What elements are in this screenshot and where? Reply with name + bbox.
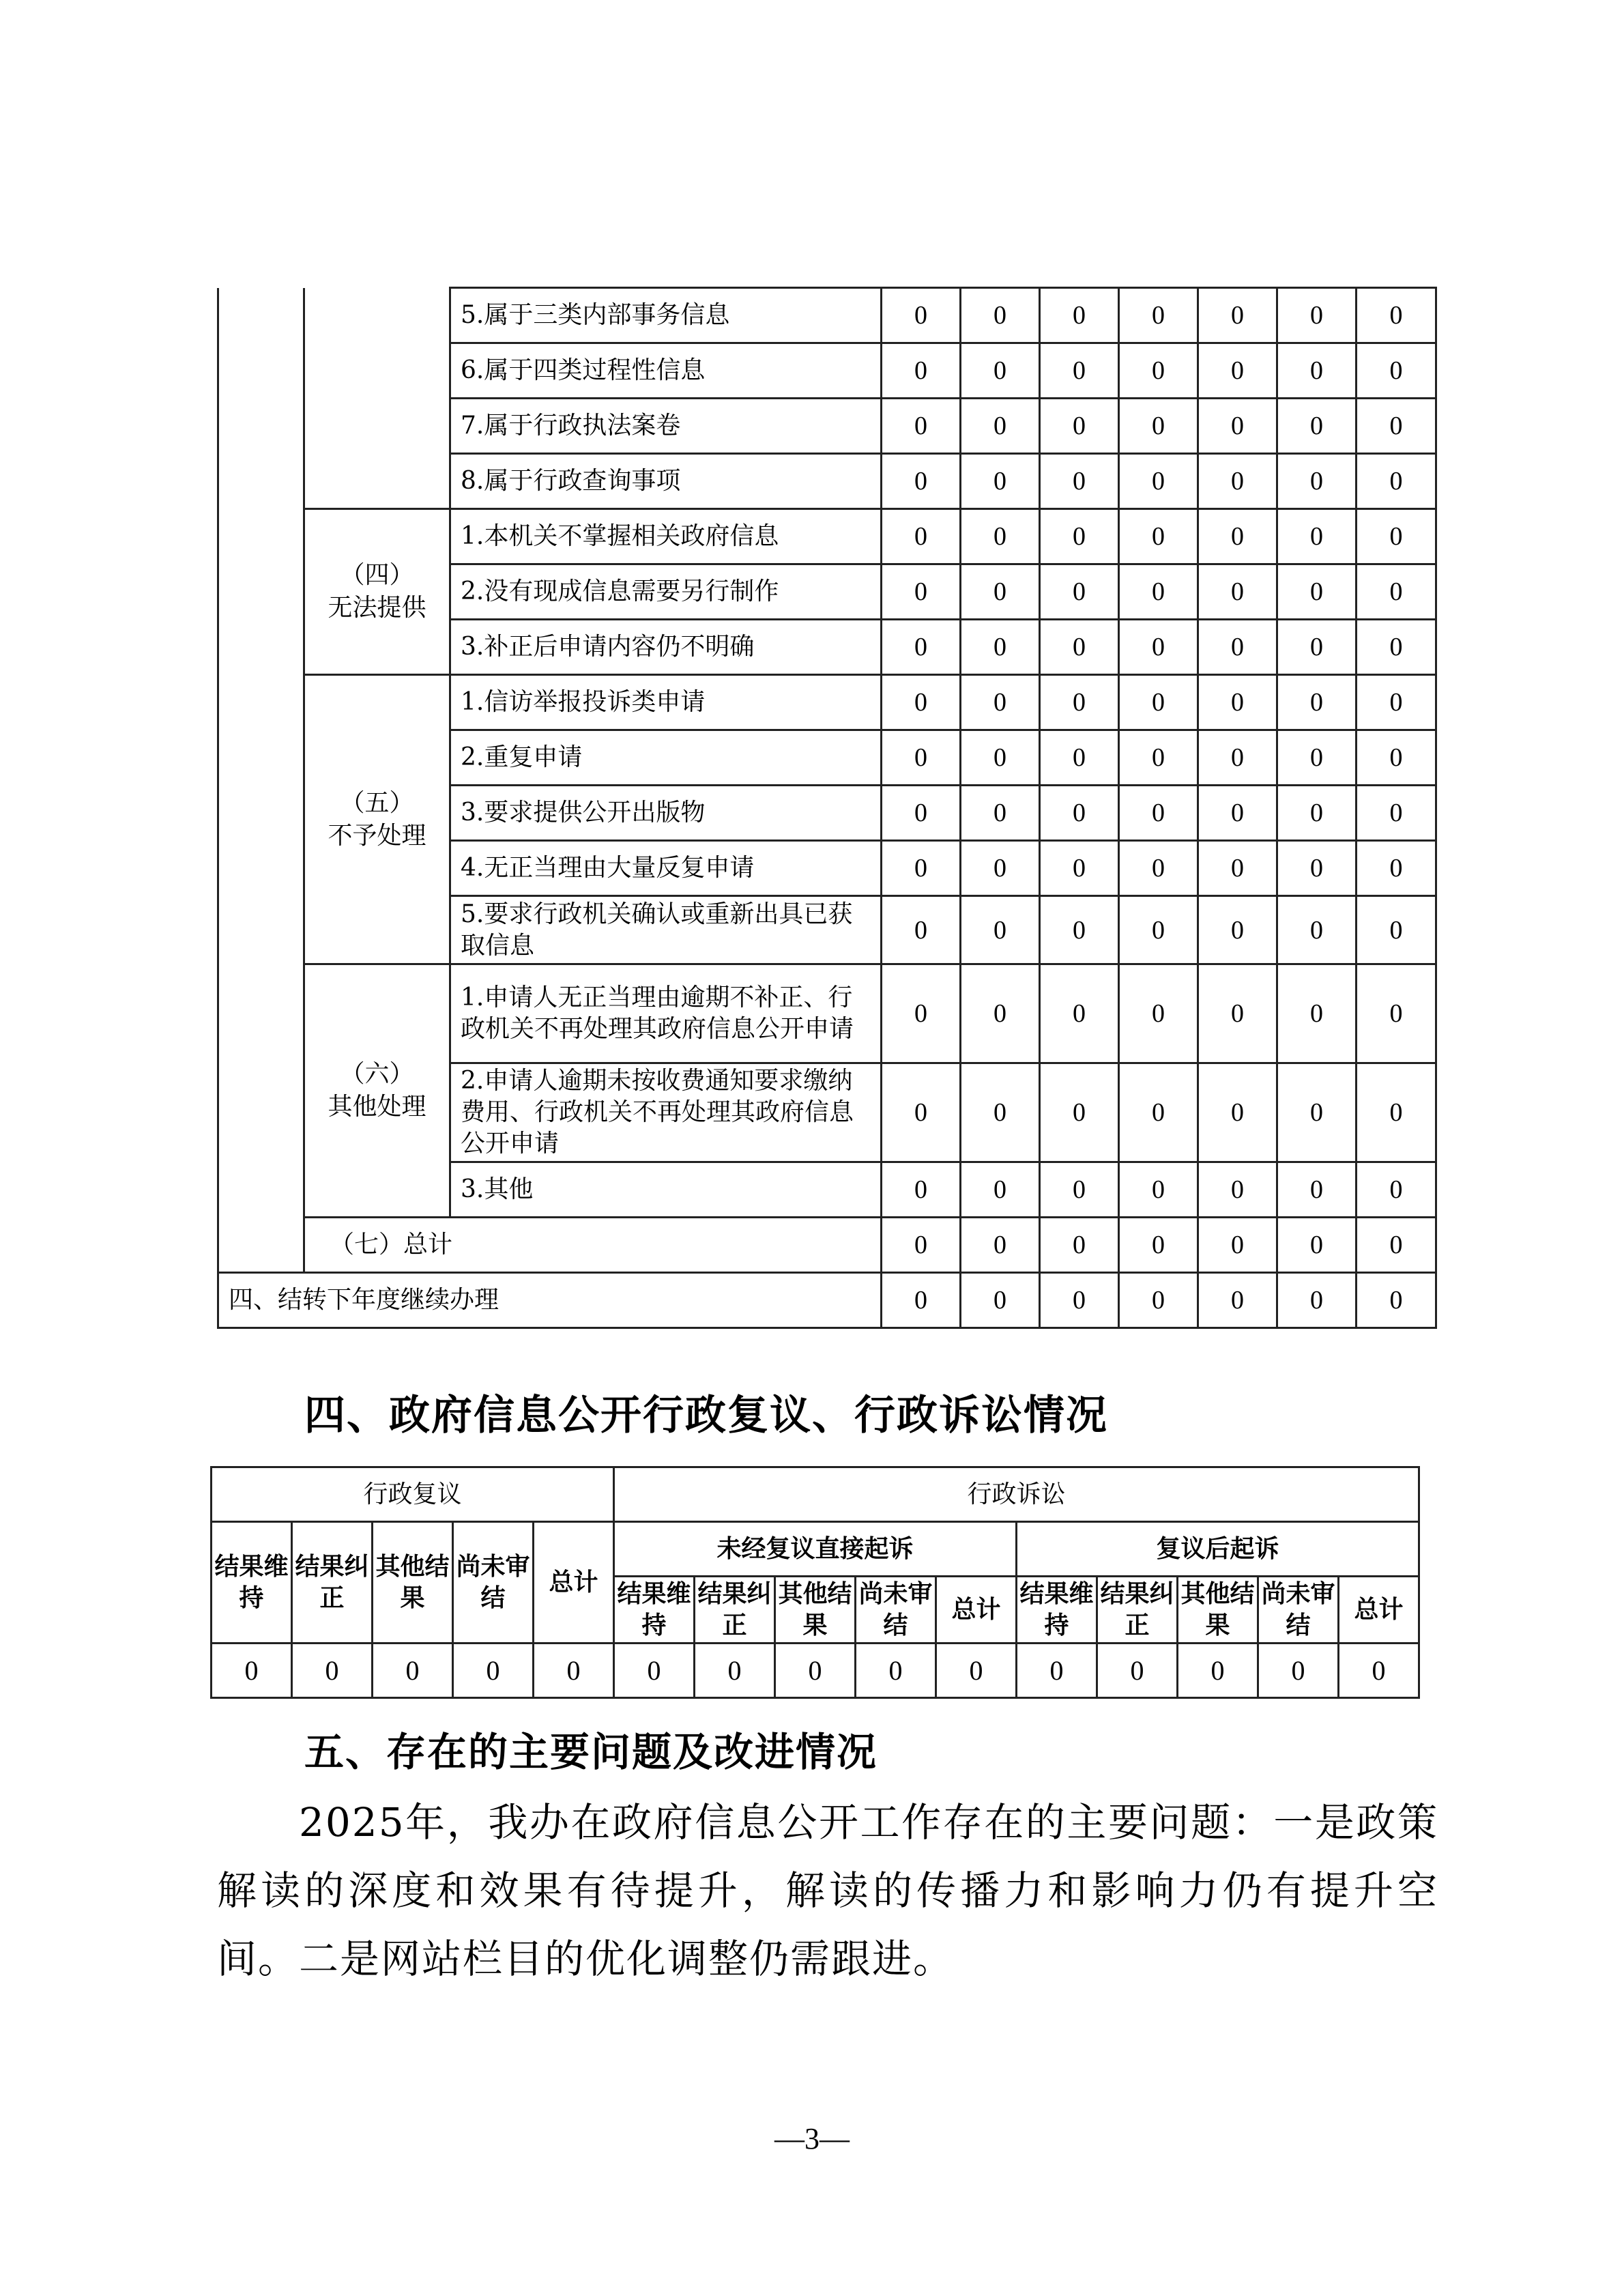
count-cell: 0	[1119, 454, 1198, 509]
direct-sub-header: 其他结果	[775, 1577, 856, 1644]
count-cell: 0	[1198, 730, 1277, 786]
count-cell: 0	[1277, 564, 1357, 620]
count-cell: 0	[961, 964, 1040, 1063]
review-sub-header: 结果维持	[212, 1522, 292, 1644]
after-review-sub-header: 结果纠正	[1097, 1577, 1178, 1644]
group-6-cell	[304, 964, 450, 1218]
count-cell: 0	[882, 564, 961, 620]
count-cell: 0	[882, 288, 961, 343]
count-cell: 0	[1357, 730, 1436, 786]
after-review-sub-header: 总计	[1339, 1577, 1419, 1644]
count-cell: 0	[1040, 454, 1119, 509]
direct-value: 0	[775, 1644, 856, 1698]
count-cell: 0	[1119, 399, 1198, 454]
review-value: 0	[373, 1644, 453, 1698]
count-cell: 0	[1040, 509, 1119, 564]
count-cell: 0	[882, 786, 961, 841]
direct-sub-header: 总计	[936, 1577, 1017, 1644]
review-value: 0	[453, 1644, 534, 1698]
count-cell: 0	[882, 343, 961, 399]
group-title: 无法提供	[328, 594, 426, 622]
section-4-heading: 四、政府信息公开行政复议、行政诉讼情况	[304, 1392, 1108, 1439]
count-cell: 0	[1357, 1162, 1436, 1218]
count-cell: 0	[961, 343, 1040, 399]
count-cell: 0	[1119, 343, 1198, 399]
count-cell: 0	[1277, 1063, 1357, 1162]
count-cell: 0	[961, 1218, 1040, 1273]
count-cell: 0	[1119, 1218, 1198, 1273]
count-cell: 0	[882, 1273, 961, 1328]
count-cell: 0	[882, 675, 961, 730]
after-review-value: 0	[1017, 1644, 1097, 1698]
outer-category-cell	[218, 288, 304, 1273]
count-cell: 0	[1277, 896, 1357, 964]
count-cell: 0	[961, 675, 1040, 730]
table-row	[218, 509, 1436, 564]
after-review-value: 0	[1339, 1644, 1419, 1698]
count-cell: 0	[1198, 1063, 1277, 1162]
count-cell: 0	[1119, 730, 1198, 786]
count-cell: 0	[1119, 1063, 1198, 1162]
row-label: 2.重复申请	[450, 730, 882, 786]
count-cell: 0	[1040, 730, 1119, 786]
group-5-cell	[304, 675, 450, 964]
group-4-cell	[304, 509, 450, 675]
count-cell: 0	[1040, 896, 1119, 964]
row-label: 3.其他	[450, 1162, 882, 1218]
count-cell: 0	[1277, 1273, 1357, 1328]
count-cell: 0	[1198, 399, 1277, 454]
count-cell: 0	[1277, 620, 1357, 675]
count-cell: 0	[1040, 841, 1119, 896]
count-cell: 0	[961, 509, 1040, 564]
count-cell: 0	[1357, 454, 1436, 509]
count-cell: 0	[1357, 399, 1436, 454]
direct-sub-header: 结果维持	[614, 1577, 695, 1644]
group-number: （五）	[340, 788, 414, 817]
count-cell: 0	[1040, 399, 1119, 454]
group-title: 其他处理	[328, 1093, 426, 1121]
table-row	[218, 288, 1436, 343]
count-cell: 0	[1198, 1273, 1277, 1328]
count-cell: 0	[1040, 1218, 1119, 1273]
count-cell: 0	[961, 288, 1040, 343]
count-cell: 0	[1040, 1063, 1119, 1162]
review-value: 0	[212, 1644, 292, 1698]
count-cell: 0	[1040, 620, 1119, 675]
count-cell: 0	[882, 730, 961, 786]
count-cell: 0	[882, 620, 961, 675]
count-cell: 0	[1198, 675, 1277, 730]
total-row	[218, 1218, 1436, 1273]
count-cell: 0	[1040, 564, 1119, 620]
count-cell: 0	[1119, 896, 1198, 964]
count-cell: 0	[1277, 730, 1357, 786]
row-label: 6.属于四类过程性信息	[450, 343, 882, 399]
count-cell: 0	[1277, 1218, 1357, 1273]
row-label: 3.补正后申请内容仍不明确	[450, 620, 882, 675]
count-cell: 0	[1277, 343, 1357, 399]
count-cell: 0	[1119, 964, 1198, 1063]
count-cell: 0	[1198, 343, 1277, 399]
count-cell: 0	[1198, 620, 1277, 675]
count-cell: 0	[1277, 964, 1357, 1063]
row-label: 3.要求提供公开出版物	[450, 786, 882, 841]
header-admin-review: 行政复议	[212, 1467, 614, 1522]
count-cell: 0	[1357, 620, 1436, 675]
count-cell: 0	[1277, 454, 1357, 509]
count-cell: 0	[1198, 841, 1277, 896]
direct-value: 0	[614, 1644, 695, 1698]
count-cell: 0	[1277, 399, 1357, 454]
after-review-value: 0	[1097, 1644, 1178, 1698]
review-sub-header: 其他结果	[373, 1522, 453, 1644]
count-cell: 0	[1119, 564, 1198, 620]
count-cell: 0	[1119, 786, 1198, 841]
table-row	[218, 675, 1436, 730]
count-cell: 0	[961, 564, 1040, 620]
row-label: 1.信访举报投诉类申请	[450, 675, 882, 730]
section-5-paragraph: 2025年，我办在政府信息公开工作存在的主要问题：一是政策解读的深度和效果有待提升，解读的传播力和影响力仍有提升空间。二是网站栏目的优化调整仍需跟进。	[217, 1799, 1438, 1982]
row-label: 7.属于行政执法案卷	[450, 399, 882, 454]
count-cell: 0	[882, 896, 961, 964]
count-cell: 0	[882, 1063, 961, 1162]
count-cell: 0	[1040, 1273, 1119, 1328]
application-handling-table	[217, 287, 1437, 1329]
row-label: 5.属于三类内部事务信息	[450, 288, 882, 343]
after-review-value: 0	[1178, 1644, 1258, 1698]
page-number: —3—	[774, 2122, 850, 2155]
row-label: 8.属于行政查询事项	[450, 454, 882, 509]
count-cell: 0	[1357, 564, 1436, 620]
count-cell: 0	[882, 399, 961, 454]
header-admin-litigation: 行政诉讼	[614, 1467, 1419, 1522]
count-cell: 0	[1277, 509, 1357, 564]
direct-value: 0	[856, 1644, 936, 1698]
count-cell: 0	[1198, 288, 1277, 343]
direct-value: 0	[695, 1644, 775, 1698]
count-cell: 0	[882, 1162, 961, 1218]
direct-sub-header: 结果纠正	[695, 1577, 775, 1644]
group-number: （四）	[340, 561, 414, 589]
count-cell: 0	[961, 1273, 1040, 1328]
after-review-value: 0	[1258, 1644, 1339, 1698]
count-cell: 0	[882, 454, 961, 509]
group-number: （六）	[340, 1060, 414, 1088]
count-cell: 0	[961, 730, 1040, 786]
row-label: 1.申请人无正当理由逾期不补正、行政机关不再处理其政府信息公开申请	[450, 964, 882, 1063]
row-label: 2.没有现成信息需要另行制作	[450, 564, 882, 620]
group-3-cell	[304, 288, 450, 509]
row-label: 4.无正当理由大量反复申请	[450, 841, 882, 896]
review-sub-header: 结果纠正	[292, 1522, 373, 1644]
count-cell: 0	[882, 964, 961, 1063]
after-review-sub-header: 尚未审结	[1258, 1577, 1339, 1644]
count-cell: 0	[1119, 675, 1198, 730]
count-cell: 0	[1357, 841, 1436, 896]
count-cell: 0	[1277, 841, 1357, 896]
count-cell: 0	[1357, 786, 1436, 841]
count-cell: 0	[1277, 1162, 1357, 1218]
count-cell: 0	[882, 1218, 961, 1273]
review-value: 0	[292, 1644, 373, 1698]
count-cell: 0	[1357, 1273, 1436, 1328]
count-cell: 0	[1119, 620, 1198, 675]
count-cell: 0	[1198, 1162, 1277, 1218]
section-5-heading: 五、存在的主要问题及改进情况	[304, 1729, 878, 1775]
review-litigation-table	[210, 1466, 1420, 1699]
row-label: 四、结转下年度继续办理	[218, 1273, 882, 1328]
count-cell: 0	[1277, 288, 1357, 343]
count-cell: 0	[961, 1162, 1040, 1218]
count-cell: 0	[961, 454, 1040, 509]
count-cell: 0	[1119, 1162, 1198, 1218]
count-cell: 0	[961, 786, 1040, 841]
count-cell: 0	[961, 399, 1040, 454]
review-sub-header: 尚未审结	[453, 1522, 534, 1644]
count-cell: 0	[882, 841, 961, 896]
row-label: 5.要求行政机关确认或重新出具已获取信息	[450, 896, 882, 964]
row-label: （七）总计	[304, 1218, 882, 1273]
count-cell: 0	[1198, 1218, 1277, 1273]
count-cell: 0	[1357, 288, 1436, 343]
header-suit-after-review: 复议后起诉	[1017, 1522, 1419, 1577]
count-cell: 0	[1198, 896, 1277, 964]
review-sub-header: 总计	[534, 1522, 614, 1644]
count-cell: 0	[1040, 786, 1119, 841]
count-cell: 0	[1357, 675, 1436, 730]
direct-value: 0	[936, 1644, 1017, 1698]
count-cell: 0	[1040, 964, 1119, 1063]
count-cell: 0	[1357, 896, 1436, 964]
row-label: 1.本机关不掌握相关政府信息	[450, 509, 882, 564]
count-cell: 0	[961, 841, 1040, 896]
after-review-sub-header: 结果维持	[1017, 1577, 1097, 1644]
count-cell: 0	[1040, 675, 1119, 730]
count-cell: 0	[1357, 509, 1436, 564]
count-cell: 0	[1040, 343, 1119, 399]
count-cell: 0	[1119, 509, 1198, 564]
count-cell: 0	[1119, 841, 1198, 896]
count-cell: 0	[961, 620, 1040, 675]
count-cell: 0	[1357, 1063, 1436, 1162]
direct-sub-header: 尚未审结	[856, 1577, 936, 1644]
count-cell: 0	[1198, 454, 1277, 509]
count-cell: 0	[1357, 343, 1436, 399]
after-review-sub-header: 其他结果	[1178, 1577, 1258, 1644]
count-cell: 0	[961, 896, 1040, 964]
count-cell: 0	[1040, 288, 1119, 343]
header-direct-suit: 未经复议直接起诉	[614, 1522, 1017, 1577]
row-label: 2.申请人逾期未按收费通知要求缴纳费用、行政机关不再处理其政府信息公开申请	[450, 1063, 882, 1162]
count-cell: 0	[1277, 786, 1357, 841]
group-title: 不予处理	[328, 821, 426, 850]
count-cell: 0	[1357, 1218, 1436, 1273]
count-cell: 0	[1198, 509, 1277, 564]
count-cell: 0	[1277, 675, 1357, 730]
count-cell: 0	[1357, 964, 1436, 1063]
table-row	[218, 964, 1436, 1063]
count-cell: 0	[1040, 1162, 1119, 1218]
carryover-row	[218, 1273, 1436, 1328]
count-cell: 0	[1119, 1273, 1198, 1328]
review-value: 0	[534, 1644, 614, 1698]
count-cell: 0	[1198, 564, 1277, 620]
count-cell: 0	[1119, 288, 1198, 343]
count-cell: 0	[1198, 786, 1277, 841]
count-cell: 0	[882, 509, 961, 564]
count-cell: 0	[961, 1063, 1040, 1162]
count-cell: 0	[1198, 964, 1277, 1063]
